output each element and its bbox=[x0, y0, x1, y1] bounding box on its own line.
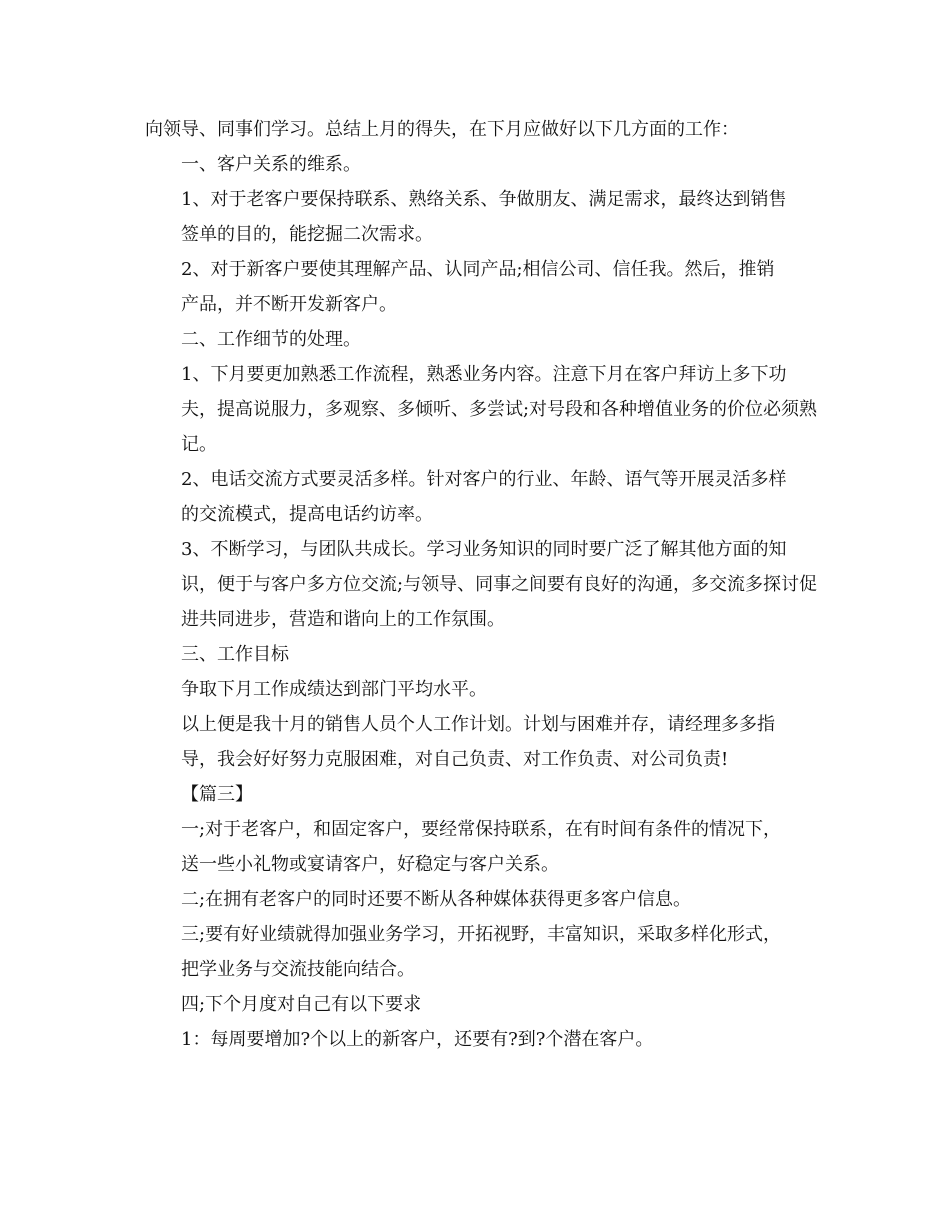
document-body bbox=[145, 112, 818, 1057]
text-line: 1、对于老客户要保持联系、熟络关系、争做朋友、满足需求，最终达到销售 bbox=[181, 189, 787, 210]
paragraph bbox=[145, 532, 818, 637]
paragraph bbox=[145, 147, 810, 182]
paragraph bbox=[145, 707, 810, 777]
text-line: 一、客户关系的维系。 bbox=[181, 154, 361, 175]
text-line: 把学业务与交流技能向结合。 bbox=[181, 959, 415, 980]
text-line: 三、工作目标 bbox=[181, 644, 289, 665]
paragraph bbox=[145, 322, 810, 357]
paragraph bbox=[145, 252, 810, 322]
text-line: 的交流模式，提高电话约访率。 bbox=[181, 504, 433, 525]
paragraph bbox=[145, 1022, 810, 1057]
paragraph bbox=[145, 672, 810, 707]
paragraph bbox=[145, 812, 810, 882]
text-line: 1、下月要更加熟悉工作流程，熟悉业务内容。注意下月在客户拜访上多下功 bbox=[181, 364, 787, 385]
paragraph bbox=[145, 357, 818, 462]
text-line: 三;要有好业绩就得加强业务学习，开拓视野，丰富知识，采取多样化形式， bbox=[181, 924, 782, 945]
text-line: 送一些小礼物或宴请客户，好稳定与客户关系。 bbox=[181, 854, 559, 875]
paragraph bbox=[145, 917, 810, 987]
text-line: 3、不断学习，与团队共成长。学习业务知识的同时要广泛了解其他方面的知 bbox=[181, 539, 787, 560]
text-line: 导，我会好好努力克服困难，对自己负责、对工作负责、对公司负责! bbox=[181, 749, 729, 770]
text-line: 2、电话交流方式要灵活多样。针对客户的行业、年龄、语气等开展灵活多样 bbox=[181, 469, 787, 490]
text-line: 争取下月工作成绩达到部门平均水平。 bbox=[181, 679, 487, 700]
text-line: 2、对于新客户要使其理解产品、认同产品;相信公司、信任我。然后，推销 bbox=[181, 259, 775, 280]
text-line: 记。 bbox=[181, 434, 217, 455]
paragraph bbox=[145, 882, 810, 917]
paragraph bbox=[145, 462, 810, 532]
paragraph bbox=[145, 637, 810, 672]
text-line: 签单的目的，能挖掘二次需求。 bbox=[181, 224, 433, 245]
paragraph bbox=[145, 182, 810, 252]
text-line: 1：每周要增加?个以上的新客户，还要有?到?个潜在客户。 bbox=[181, 1029, 654, 1050]
paragraph bbox=[145, 112, 810, 147]
text-line: 以上便是我十月的销售人员个人工作计划。计划与困难并存，请经理多多指 bbox=[181, 714, 775, 735]
text-line: 二、工作细节的处理。 bbox=[181, 329, 361, 350]
paragraph bbox=[145, 987, 810, 1022]
text-line: 夫，提高说服力，多观察、多倾听、多尝试;对号段和各种增值业务的价位必须熟 bbox=[181, 399, 818, 420]
text-line: 产品，并不断开发新客户。 bbox=[181, 294, 397, 315]
text-line: 【篇三】 bbox=[181, 784, 253, 805]
text-line: 识，便于与客户多方位交流;与领导、同事之间要有良好的沟通，多交流多探讨促 bbox=[181, 574, 818, 595]
paragraph bbox=[145, 777, 810, 812]
text-line: 一;对于老客户，和固定客户，要经常保持联系，在有时间有条件的情况下， bbox=[181, 819, 782, 840]
text-line: 四;下个月度对自己有以下要求 bbox=[181, 994, 422, 1015]
text-line: 向领导、同事们学习。总结上月的得失，在下月应做好以下几方面的工作： bbox=[145, 119, 739, 140]
text-line: 进共同进步，营造和谐向上的工作氛围。 bbox=[181, 609, 505, 630]
text-line: 二;在拥有老客户的同时还要不断从各种媒体获得更多客户信息。 bbox=[181, 889, 692, 910]
